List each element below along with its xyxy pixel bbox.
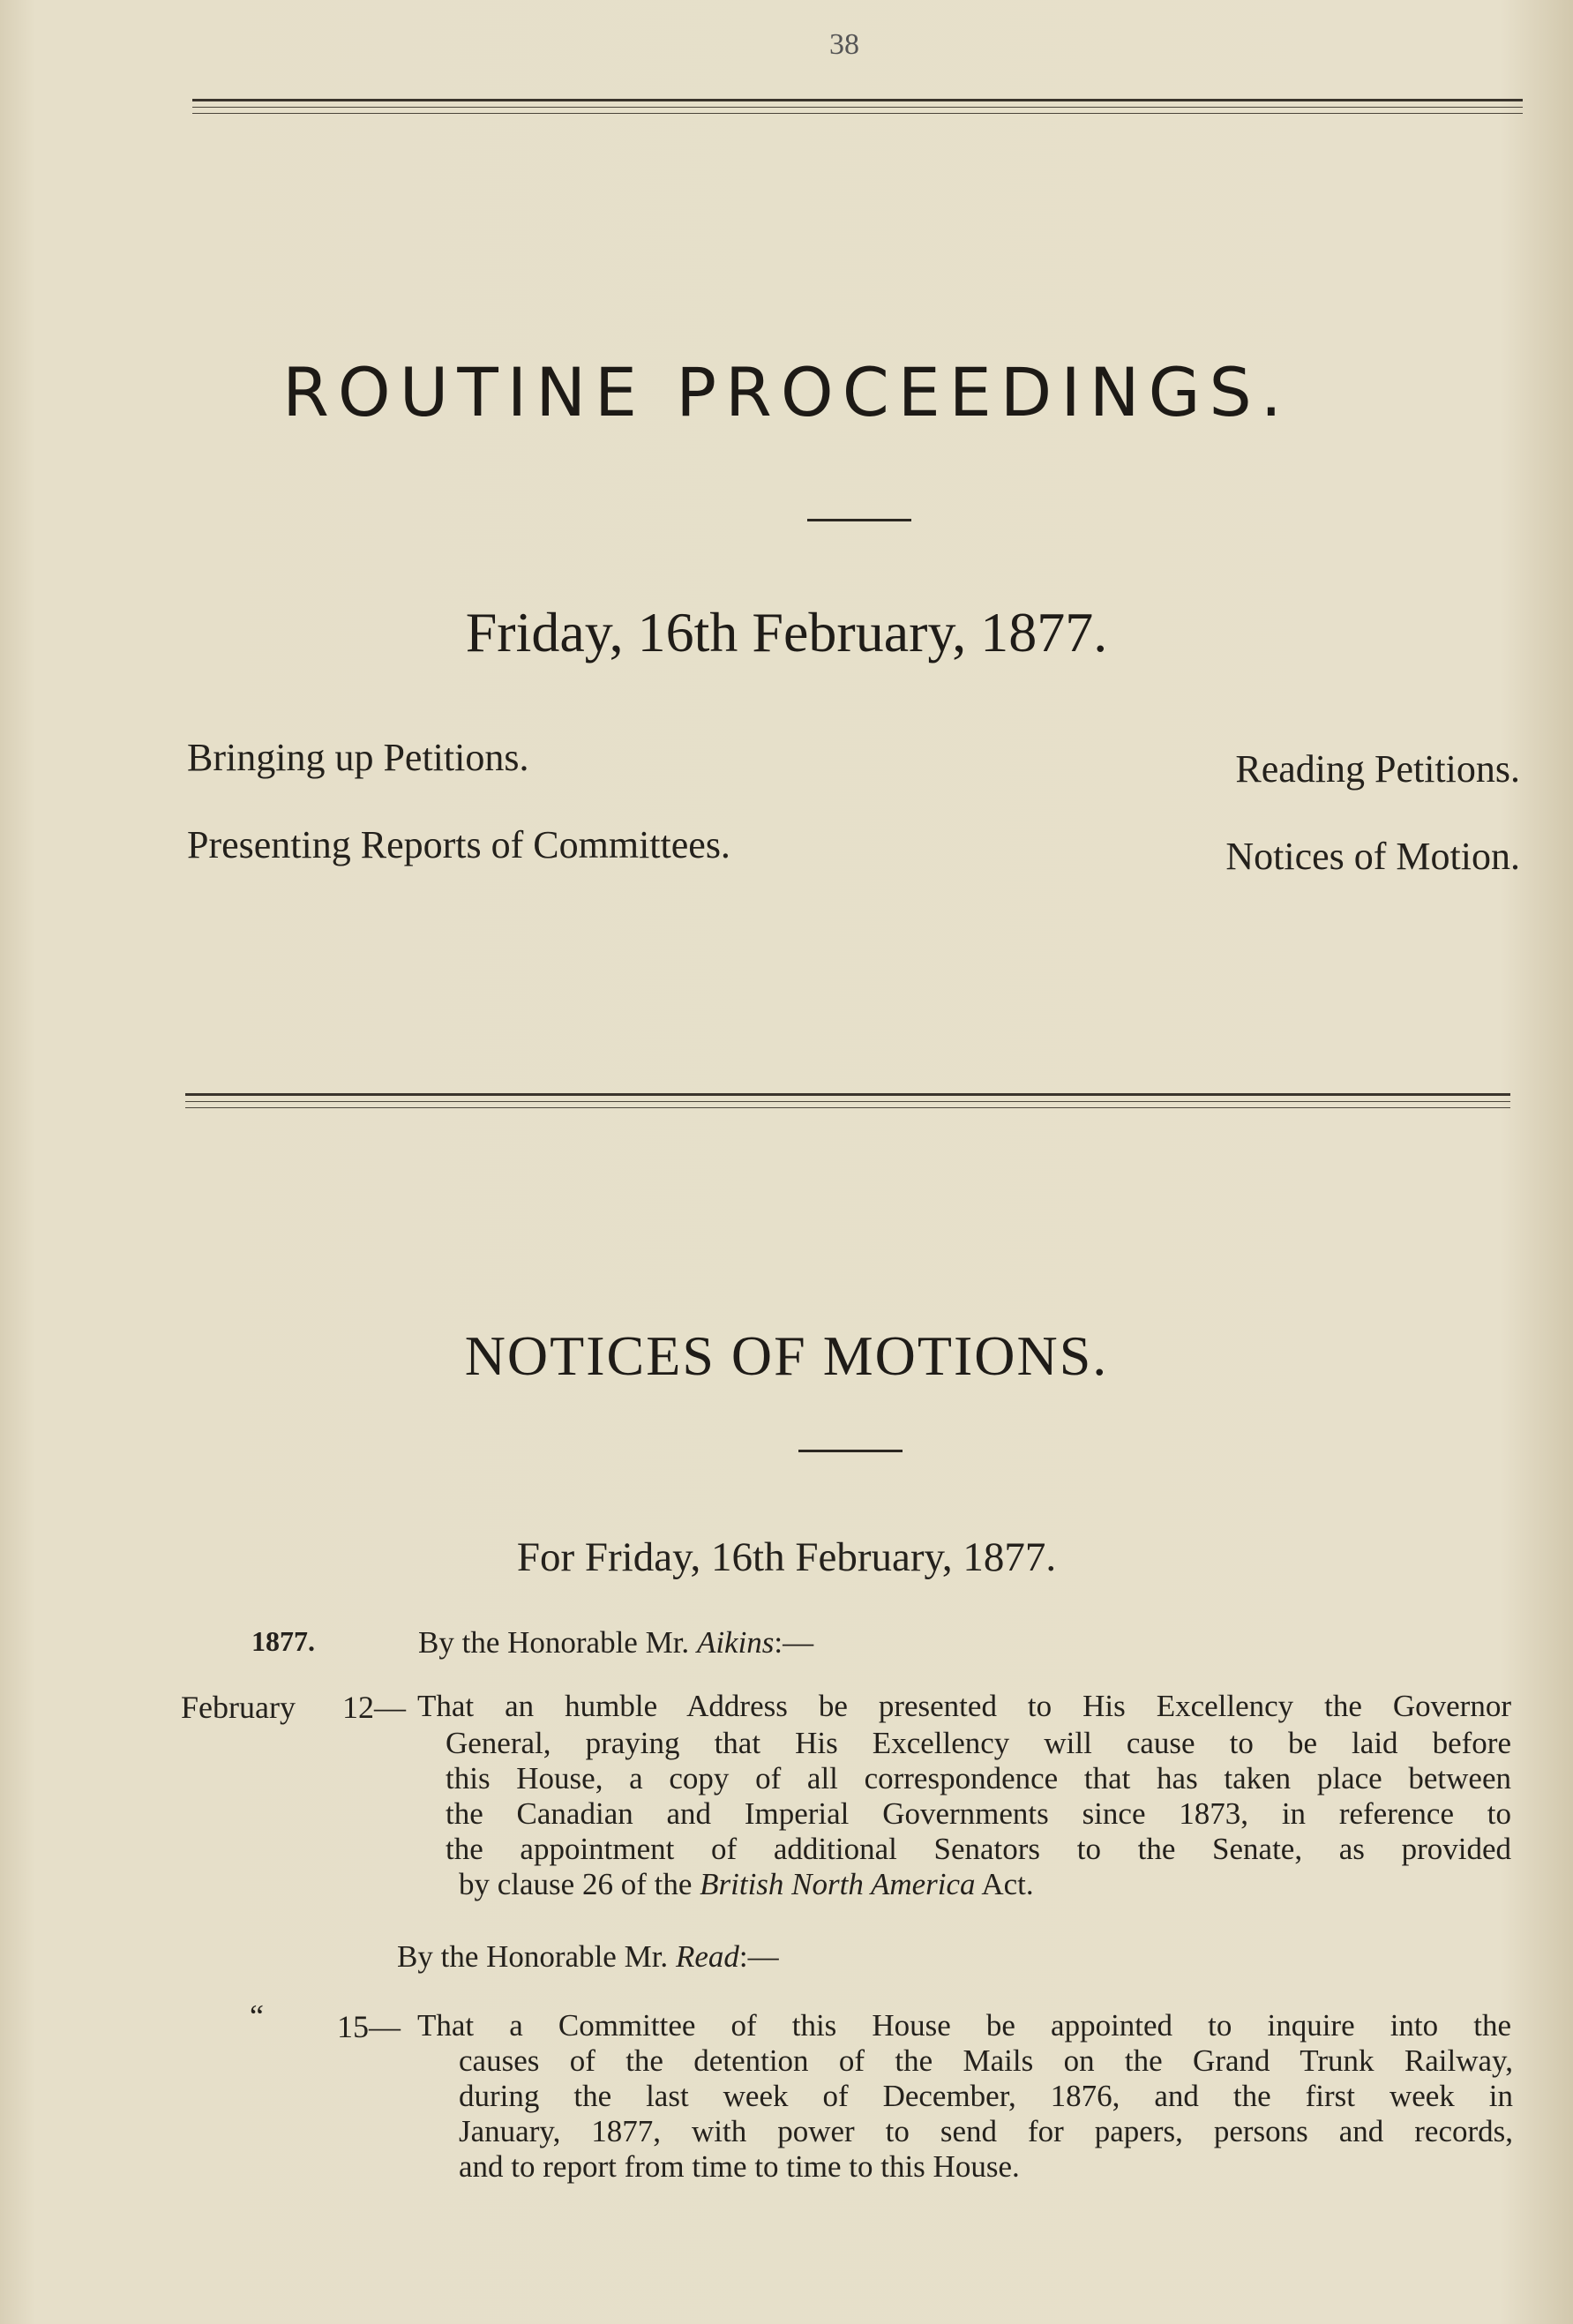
motion-1-line-3: this House, a copy of all correspondence that has taken place between — [446, 1761, 1511, 1795]
notices-heading: NOTICES OF MOTIONS. — [464, 1324, 1109, 1387]
motion-1-day: 12— — [342, 1690, 406, 1725]
motion-2-line-4: January, 1877, with power to send for papers, persons and records, — [459, 2114, 1513, 2148]
motion-1-act-name: British North America — [700, 1867, 976, 1901]
motion-2-line-5: and to report from time to time to this House. — [459, 2149, 1020, 2184]
motion-2-by-suffix: :— — [738, 1939, 779, 1974]
motion-2-by-prefix: By the Honorable Mr. — [397, 1939, 669, 1974]
motion-1-line-2: General, praying that His Excellency will cause to be laid before — [446, 1726, 1511, 1760]
proc-right-2: Notices of Motion. — [1225, 835, 1520, 878]
middle-rule-thin — [185, 1101, 1510, 1102]
top-rule — [192, 99, 1523, 101]
motion-2-day: 15— — [337, 2009, 401, 2044]
motion-1-by — [418, 1625, 813, 1661]
motion-1-line-1: That an humble Address be presented to His Excellency the Governor — [417, 1689, 1511, 1723]
top-rule-thin — [192, 107, 1523, 108]
motion-1-line-6 — [459, 1867, 1034, 1902]
motion-2-date-label: “ — [250, 1998, 264, 2034]
motion-1-line-6-prefix: by clause 26 of the — [459, 1867, 693, 1901]
motion-1-line-6-suffix: Act. — [981, 1867, 1034, 1901]
motion-2-line-3: during the last week of December, 1876, and the first week in — [459, 2079, 1513, 2113]
year-label: 1877. — [251, 1625, 315, 1657]
motion-2-member: Read — [675, 1939, 739, 1974]
motion-2-line-1: That a Committee of this House be appointed to inquire into the — [417, 2008, 1511, 2043]
middle-rule — [185, 1093, 1510, 1096]
routine-date: Friday, 16th February, 1877. — [465, 601, 1108, 663]
top-rule-thin-2 — [192, 113, 1523, 114]
page-number: 38 — [829, 28, 859, 61]
proc-left-2: Presenting Reports of Committees. — [187, 823, 730, 866]
motion-1-line-5: the appointment of additional Senators to the Senate, as provided — [446, 1832, 1511, 1866]
motion-2-line-2: causes of the detention of the Mails on the Grand Trunk Railway, — [459, 2043, 1513, 2078]
notices-date: For Friday, 16th February, 1877. — [516, 1534, 1057, 1580]
motion-1-by-suffix: :— — [774, 1625, 814, 1660]
motion-2-by — [397, 1939, 779, 1975]
motion-1-member: Aikins — [696, 1625, 775, 1660]
notices-short-rule — [798, 1450, 903, 1452]
motion-1-line-4: the Canadian and Imperial Governments since 1873, in reference to — [446, 1796, 1511, 1831]
proc-left-1: Bringing up Petitions. — [187, 736, 529, 779]
routine-heading: ROUTINE PROCEEDINGS. — [282, 353, 1291, 431]
middle-rule-thin-2 — [185, 1107, 1510, 1108]
motion-1-date-label: February — [181, 1690, 296, 1725]
routine-short-rule — [807, 519, 911, 521]
proc-right-1: Reading Petitions. — [1235, 747, 1520, 791]
motion-1-by-prefix: By the Honorable Mr. — [418, 1625, 690, 1660]
